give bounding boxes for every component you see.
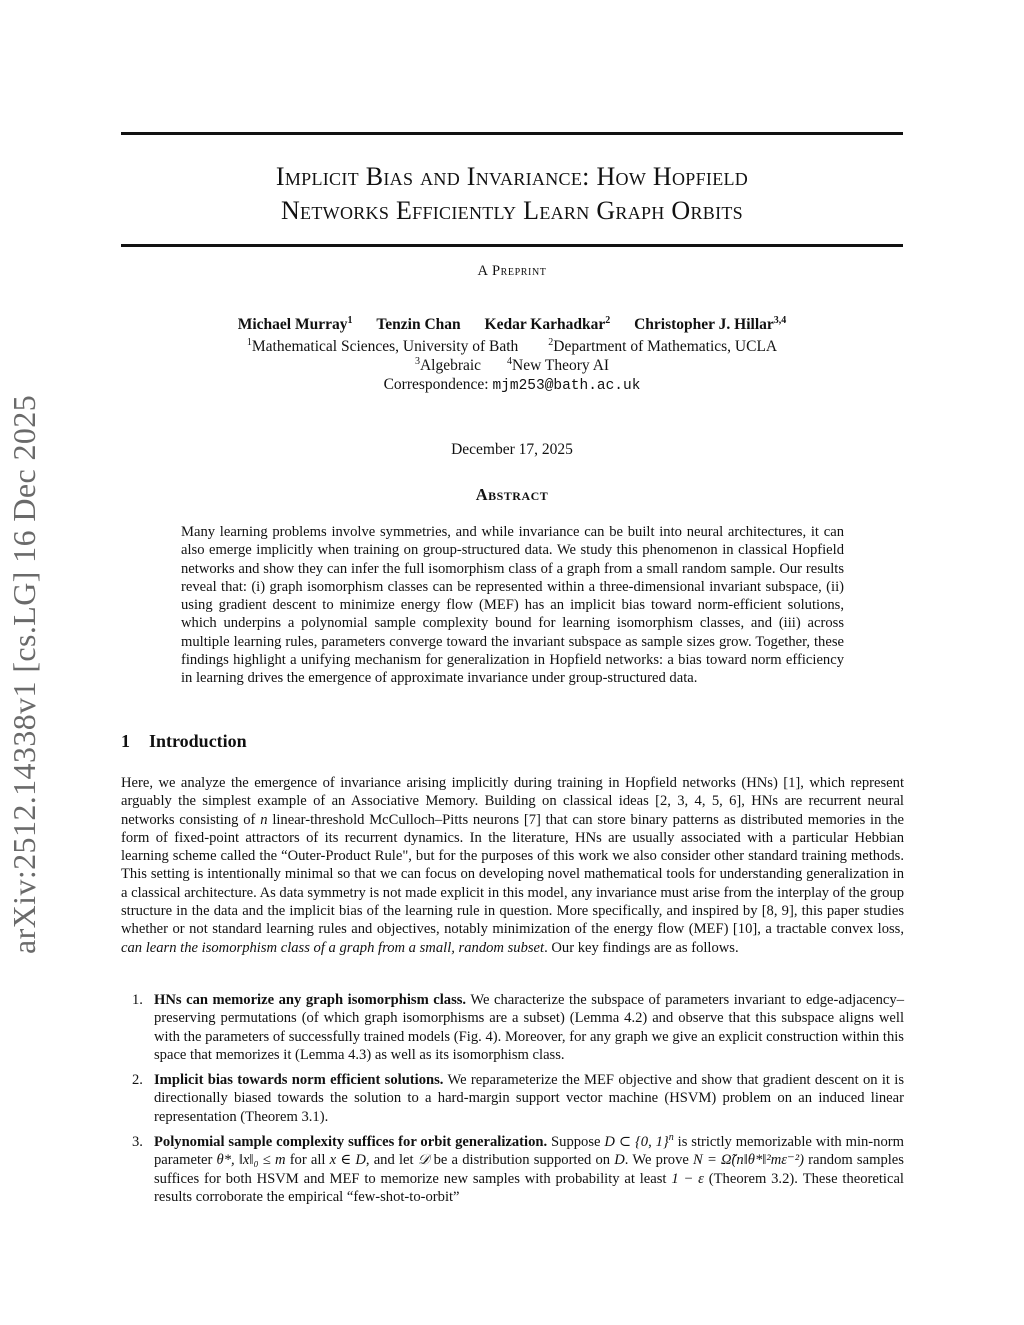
section-heading: 1 Introduction — [121, 731, 247, 751]
list-item: 3. Polynomial sample complexity suffices for orbit generalization. Suppose D ⊂ {0, 1}$^n$ is strictly memorizable with min-norm parameter θ*, ‖x‖₀ ≤ m for all x ∈ D, and let 𝒟 be a distribution supported on D. We prove N = Ω̃(n‖θ*‖²mε⁻²) random samples suffices for both HSVM and MEF to memorize new samples with probability at least 1 − ε (Theorem 3.2). These theoretical results corroborate the empirical “few-shot-to-orbit” — [132, 1132, 904, 1205]
list-item: 1. HNs can memorize any graph isomorphism class. We characterize the subspace of parameters invariant to edge-adjacency–preserving permutations (of which graph isomorphisms are a subset) (Lemma 4.2) and observe that this subspace aligns well with the parameters of successfully trained models (Fig. 4). Moreover, for any graph we give an explicit construction within this space that memorizes it (Lemma 4.3) as well as its isomorphism class. — [132, 992, 904, 1063]
author: Kedar Karhadkar$^2$ — [484, 314, 611, 333]
preprint-label: A Preprint — [477, 263, 547, 279]
title-line-2: Networks Efficiently Learn Graph Orbits — [280, 196, 743, 225]
author: Tenzin Chan — [376, 316, 461, 333]
title-top-rule — [121, 132, 903, 135]
arxiv-identifier: arXiv:2512.14338v1 [cs.LG] 16 Dec 2025 — [6, 394, 42, 954]
list-item: 2. Implicit bias towards norm efficient solutions. We reparameterize the MEF objective and show that gradient descent on it is directionally biased towards the solution to a hard-margin support vector machine (HSVM) problem on an induced linear representation (Theorem 3.1). — [132, 1072, 904, 1125]
author: Christopher J. Hillar$^{3,4}$ — [634, 314, 787, 333]
intro-paragraph: Here, we analyze the emergence of invariance arising implicitly during training in Hopfield networks (HNs) [1], which represent arguably the simplest example of an Associative Memory. Building on classical ideas [2, 3, 4, 5, 6], HNs are recurrent neural networks consisting of n linear-threshold McCulloch–Pitts neurons [7] that can store binary patterns as distributed memories in the form of fixed-point attractors of its recurrent dynamics. In the literature, HNs are usually associated with a particular Hebbian learning scheme called the “Outer-Product Rule", but for the purposes of this work we also consider other standard training methods. This setting is intentionally minimal so that we can focus on developing novel mathematical tools for understanding generalization in a classical architecture. As data symmetry is not made explicit in this model, any invariance must arise from the interplay of the group structure in the data and the implicit bias of the learning rule in question. More specifically, and inspired by [8, 9], this paper studies whether or not standard learning rules and objectives, notably minimization of the energy flow (MEF) [10], a tractable convex loss, can learn the isomorphism class of a graph from a small, random subset. Our key findings are as follows. — [121, 775, 905, 956]
author-list — [0, 316, 1024, 334]
date: December 17, 2025 — [451, 441, 573, 458]
affiliation-line-1: $^1$Mathematical Sciences, University of Bath $^2$Department of Mathematics, UCLA — [246, 336, 778, 355]
paper-title — [121, 160, 903, 228]
author: Michael Murray$^1$ — [237, 314, 353, 333]
affiliation-line-2: $^3$Algebraic $^4$New Theory AI — [414, 355, 610, 374]
title-line-1: Implicit Bias and Invariance: How Hopfield — [275, 162, 749, 191]
abstract-text: Many learning problems involve symmetries, and while invariance can be built into neural architectures, it can also emerge implicitly when training on group-structured data. We study this phenomenon in classical Hopfield networks and show they can infer the full isomorphism class of a graph from a small random sample. Our results reveal that: (i) graph isomorphism classes can be represented within a three-dimensional invariant subspace, (ii) using gradient descent to minimize energy flow (MEF) has an implicit bias toward norm-efficient solutions, which underpins a polynomial sample complexity bound for learning isomorphism classes, and (iii) across multiple learning rules, parameters converge toward the invariant subspace as sample sizes grow. Together, these findings highlight a unifying mechanism for generalization in Hopfield networks: a bias toward norm efficiency in learning drives the emergence of approximate invariance under group-structured data. — [181, 524, 844, 687]
title-bottom-rule — [121, 244, 903, 247]
abstract-heading: Abstract — [475, 485, 549, 504]
correspondence: Correspondence: mjm253@bath.ac.uk — [383, 376, 641, 394]
email-link[interactable]: mjm253@bath.ac.uk — [492, 378, 641, 394]
findings-list — [121, 991, 904, 1213]
